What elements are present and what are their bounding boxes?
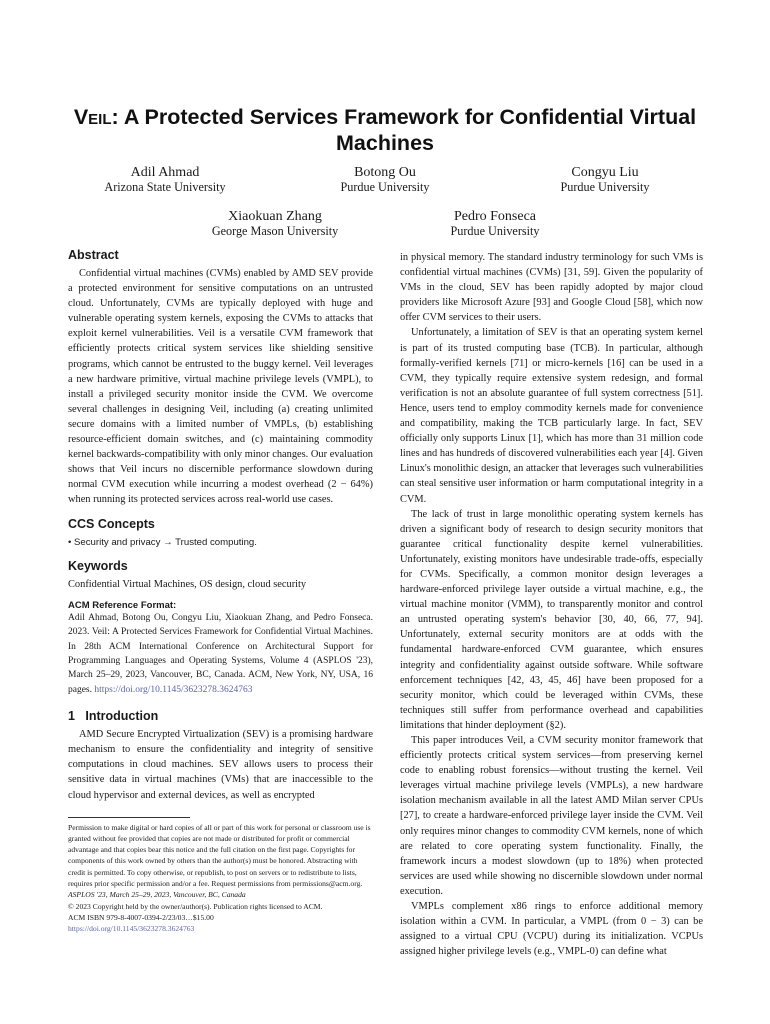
section-title: Introduction	[85, 709, 159, 724]
paper-title	[40, 104, 730, 156]
reference-heading: ACM Reference Format:	[68, 599, 177, 611]
author-affiliation: George Mason University	[211, 224, 339, 238]
ccs-text: • Security and privacy → Trusted computing.	[68, 536, 257, 548]
abstract-body	[68, 266, 373, 508]
title-line-2: Machines	[336, 131, 434, 155]
author-name: Pedro Fonseca	[453, 209, 537, 224]
title-text: : A Protected Services Framework for Confidential Virtual	[111, 105, 697, 129]
reference-text: Adil Ahmad, Botong Ou, Congyu Liu, Xiaokuan Zhang, and Pedro Fonseca. 2023. Veil: A Protected Services Framework for Confidential Virtual Machines. In 28th ACM International Conference on Architectural Support for Programming Languages and Operating Systems, Volume 4 (ASPLOS '23), March 25–29, 2023, Vancouver, BC, Canada. ACM, New York, NY, USA, 16 pages.	[68, 612, 373, 695]
author-name: Xiaokuan Zhang	[228, 209, 322, 224]
section-number: 1	[68, 709, 75, 724]
footnote-doi-link[interactable]: https://doi.org/10.1145/3623278.3624763	[68, 924, 195, 934]
copyright-text: © 2023 Copyright held by the owner/author(s). Publication rights licensed to ACM.	[68, 901, 323, 911]
author-name: Congyu Liu	[571, 165, 639, 180]
footnote-divider	[68, 817, 190, 818]
permission-footnote	[68, 822, 373, 935]
author-affiliation: Purdue University	[340, 180, 430, 194]
keywords-heading: Keywords	[68, 558, 128, 573]
body-paragraph: in physical memory. The standard industry terminology for such VMs is confidential virtual machines (CVMs) [31, 59]. Given the popularity of VMs in the cloud, SEV has been rapidly adopted by major cloud providers like Microsoft Azure [93] and Google Cloud [58], which now offer CVM services to their users.	[400, 252, 703, 324]
introduction-body	[68, 727, 373, 802]
section-heading-introduction	[68, 709, 373, 723]
keywords-section	[68, 577, 373, 592]
intro-paragraph: AMD Secure Encrypted Virtualization (SEV) is a promising hardware mechanism to ensure the confidentiality and integrity of sensitive computations in cloud machines. SEV allows users to process their sensitive data in virtual machines (VMs) that are inaccessible to the cloud hypervisor and external devices, as well as encrypted	[68, 729, 373, 801]
reference-doi-link[interactable]: https://doi.org/10.1145/3623278.3624763	[94, 684, 253, 695]
body-paragraph: Unfortunately, a limitation of SEV is that an operating system kernel is part of its trusted computing base (TCB). In particular, although formally-verified kernels [71] or micro-kernels [16] can be used in a CVM, they typically require extensive system redesign, and formal verification is not an absolute guarantee of full system correctness [51]. Hence, users tend to employ commodity kernels made for convenience and compatibility, making the TCB particularly large. In fact, SEV officially only supports Linux [1], which has more than 31 million code lines and has hundreds of discovered vulnerabilities each year [4]. Given Linux's monolithic design, an attacker that leverages such vulnerabilities can steal sensitive user information or harm computational integrity in a CVM.	[400, 327, 703, 505]
abstract-heading: Abstract	[68, 248, 119, 262]
ccs-concepts	[68, 535, 373, 550]
permission-text: Permission to make digital or hard copies of all or part of this work for personal or classroom use is granted without fee provided that copies are not made or distributed for profit or commercial advantage and that copies bear this notice and the full citation on the first page. Copyrights for components of this work owned by others than the author(s) must be honored. Abstracting with credit is permitted. To copy otherwise, or republish, to post on servers or to redistribute to lists, requires prior specific permission and/or a fee. Request permissions from permissions@acm.org.	[68, 822, 371, 889]
author-name: Adil Ahmad	[130, 165, 200, 180]
isbn-text: ACM ISBN 979-8-4007-0394-2/23/03…$15.00	[68, 912, 214, 922]
left-column	[68, 248, 373, 935]
venue-text: ASPLOS '23, March 25–29, 2023, Vancouver, BC, Canada	[68, 890, 246, 900]
right-column	[400, 250, 703, 959]
author-name: Botong Ou	[354, 165, 416, 180]
author-affiliation: Arizona State University	[104, 180, 226, 194]
reference-format	[68, 611, 373, 697]
ccs-heading: CCS Concepts	[68, 516, 155, 531]
body-paragraph: VMPLs complement x86 rings to enforce additional memory isolation within a CVM. In particular, a VMPL (from 0 − 3) can be assigned to a virtual CPU (VCPU) during its initialization. VCPUs assigned higher privilege levels (e.g., VMPL-0) can define what	[400, 901, 703, 958]
keywords-text: Confidential Virtual Machines, OS design, cloud security	[68, 578, 307, 590]
body-paragraph: The lack of trust in large monolithic operating system kernels has driven a significant body of research to design security monitors that guarantee critical functionality despite kernel vulnerabilities. Unfortunately, existing monitors have undesirable trade-offs, especially for CVMs. Specifically, a common monitor design leverages a hardware-enforced privilege layer outside a virtual machine, e.g., the virtual machine monitor (VMM), to transparently monitor and control an untrusted operating system's behavior [30, 40, 66, 77, 94]. Unfortunately, external security monitors are at odds with the fundamental hardware-enforced CVM guarantee, which ensures integrity and confidentiality against outside software. While software enforcement techniques [42, 43, 45, 46] have been proposed for a security monitor, which could be leveraged within CVMs, these techniques still suffer from performance overhead and capabilities limitations that hinder deployment (§2).	[400, 508, 703, 731]
author-affiliation: Purdue University	[450, 224, 540, 238]
body-paragraph: This paper introduces Veil, a CVM security monitor framework that efficiently protects critical system services—from preserving kernel code to enabling robust forensics—without trusting the kernel. Veil leverages virtual machine privilege levels (VMPLs), a new hardware isolation mechanism available in all the latest AMD Milan server CPUs [27], to create a hardware-enforced privilege layer inside the CVM. Veil only requires minor changes to commodity CVM kernels, none of which are related to core operating system functionality. Finally, the framework incurs a modest slowdown (up to 18%) when protected services are used while showing no discernible slowdown under normal execution.	[400, 735, 703, 897]
author-affiliation: Purdue University	[560, 180, 650, 194]
title-system-name: Veil	[73, 105, 112, 129]
abstract-text: Confidential virtual machines (CVMs) enabled by AMD SEV provide a protected environment for sensitive computations on an untrusted cloud. Unfortunately, CVMs are typically deployed with huge and vulnerable operating system kernels, exposing the CVMs to attacks that exploit kernel vulnerabilities. Veil is a versatile CVM framework that efficiently protects critical system services like shielding sensitive programs, which cannot be entrusted to the buggy kernel. Veil leverages a new hardware primitive, virtual machine privilege levels (VMPL), to install a privileged security monitor inside the CVM. We overcome several challenges in designing Veil, including (a) creating unlimited secure domains with a limited number of VMPLs, (b) establishing resource-efficient domain switches, and (c) maintaining commodity kernel backwards-compatibility with only minor changes. Our evaluation shows that Veil incurs no discernible performance slowdown during normal CVM execution while incurring a modest overhead (2 − 64%) when running its protected services across real-world use cases.	[68, 268, 373, 506]
